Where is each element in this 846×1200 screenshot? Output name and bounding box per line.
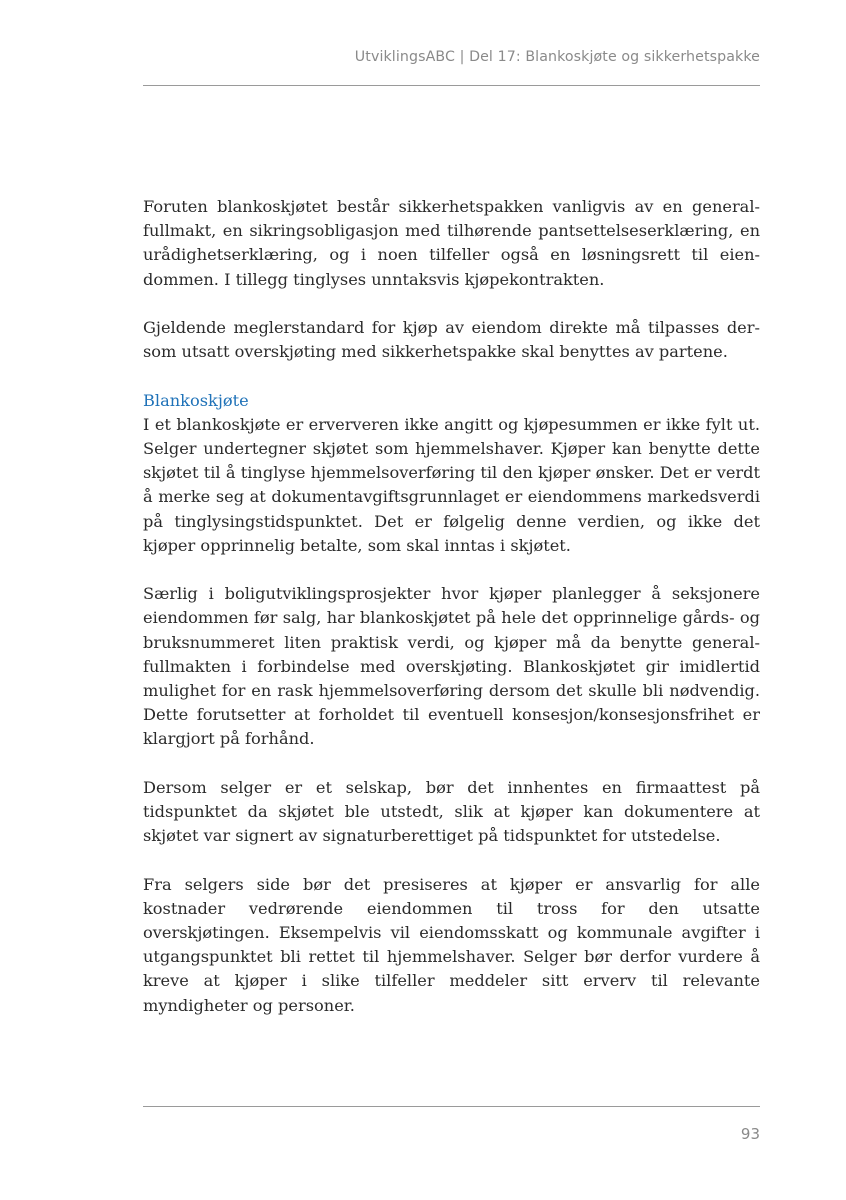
header-divider <box>143 85 760 86</box>
paragraph-section-3: Dersom selger er et selskap, bør det innhentes en firmaattest på tidspunktet da skjøtet ble utstedt, slik at kjøper kan dokumentere at skjøtet var signert av signaturberettiget på tidspunktet for utstedelse. <box>143 777 760 846</box>
paragraph-section-2: Særlig i boligutviklingsprosjekter hvor kjøper planlegger å seksjonere eiendommen før salg, har blankoskjøtet på hele det opprinnelige gårds- og bruksnummeret liten praktisk verdi, og kjøper må da benytte generalfullmakten i forbindelse med overskjøting. Blankoskjøtet gir imidlertid mulighet for en rask hjemmelsoverføring dersom det skulle bli nødvendig. Dette forutsetter at forholdet til eventuell konsesjon/konsesjonsfrihet er klargjort på forhånd. <box>143 584 760 749</box>
paragraph-intro-1: Foruten blankoskjøtet består sikkerhetspakken vanligvis av en generalfullmakt, en sikringsobligasjon med tilhørende pantsettelseserklæring, en urådighetserklæring, og i noen tilfeller også en løsningsrett til eiendommen. I tillegg tinglyses unntaksvis kjøpekontrakten. <box>143 197 760 289</box>
paragraph-section-4: Fra selgers side bør det presiseres at kjøper er ansvarlig for alle kostnader vedrørende eiendommen til tross for den utsatte overskjøtingen. Eksempelvis vil eiendomsskatt og kommunale avgifter i utgangspunktet bli rettet til hjemmelshaver. Selger bør derfor vurdere å kreve at kjøper i slike tilfeller meddeler sitt erverv til relevante myndigheter og personer. <box>143 874 760 1015</box>
page-body <box>143 195 760 1042</box>
paragraph-intro-2: Gjeldende meglerstandard for kjøp av eiendom direkte må tilpasses dersom utsatt overskjøting med sikkerhetspakke skal benyttes av partene. <box>143 318 760 362</box>
footer-divider <box>143 1106 760 1107</box>
section-heading: Blankoskjøte <box>143 390 249 410</box>
page-number: 93 <box>740 1125 760 1143</box>
running-header: UtviklingsABC | Del 17: Blankoskjøte og sikkerhetspakke <box>354 49 760 65</box>
paragraph-section-1: I et blankoskjøte er erververen ikke angitt og kjøpesummen er ikke fylt ut. Selger undertegner skjøtet som hjemmelshaver. Kjøper kan benytte dette skjøtet til å tinglyse hjemmelsoverføring til den kjøper ønsker. Det er verdt å merke seg at dokumentavgiftsgrunnlaget er eiendommens markedsverdi på tinglysingstidspunktet. Det er følgelig denne verdien, og ikke det kjøper opprinnelig betalte, som skal inntas i skjøtet. <box>143 414 760 555</box>
